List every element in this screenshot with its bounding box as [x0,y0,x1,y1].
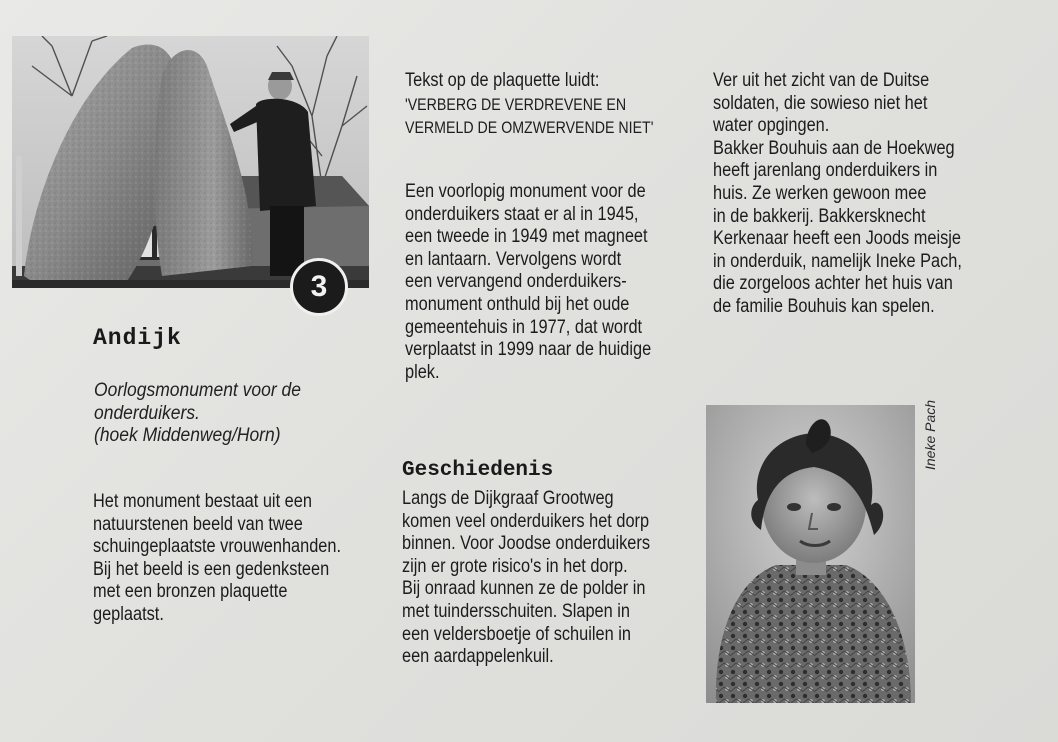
text-line: de familie Bouhuis kan spelen. [713,295,935,317]
text-line: huis. Ze werken gewoon mee [713,182,927,204]
text-line: monument onthuld bij het oude [405,293,630,315]
text-line: Bij het beeld is een gedenksteen [93,558,330,580]
monument-history-paragraph [405,181,651,384]
text-line: een veldersboetje of schuilen in [402,623,631,645]
portrait-photo [706,405,915,703]
text-line: binnen. Voor Joodse onderduikers [402,533,651,555]
text-line: Bij onraad kunnen ze de polder in [402,578,646,600]
monument-description [93,491,341,627]
text-line: Langs de Dijkgraaf Grootweg [402,488,614,509]
text-line: met tuindersschuiten. Slapen in [402,600,630,622]
text-line: water opgingen. [713,115,830,137]
text-line: zijn er grote risico's in het dorp. [402,555,628,577]
bakery-story [713,70,962,319]
text-line: soldaten, die sowieso niet het [713,92,928,114]
monument-photo [12,36,369,288]
text-line: Een voorlopig monument voor de [405,181,646,202]
text-line: een vervangend onderduikers- [405,271,627,293]
text-line: geplaatst. [93,603,164,625]
text-line: in onderduik, namelijk Ineke Pach, [713,250,962,272]
text-line: heeft jarenlang onderduikers in [713,160,938,182]
text-line: Het monument bestaat uit een [93,491,312,512]
text-line: Ver uit het zicht van de Duitse [713,70,930,91]
text-line: verplaatst in 1999 naar de huidige [405,339,652,361]
history-heading: Geschiedenis [402,459,554,482]
number-badge: 3 [290,258,348,316]
photo-caption: Ineke Pach [922,399,938,470]
text-line: onderduikers staat er al in 1945, [405,203,639,225]
text-line: een tweede in 1949 met magneet [405,226,648,248]
subtitle-line: onderduikers. [94,402,200,424]
text-line: in de bakkerij. Bakkersknecht [713,205,926,227]
text-line: een aardappelenkuil. [402,646,554,668]
plaque-quote [405,94,653,139]
monument-subtitle [94,380,301,448]
subtitle-line: Oorlogsmonument voor de [94,380,301,401]
quote-line: 'VERBERG DE VERDREVENE EN [405,96,627,114]
text-line: Bakker Bouhuis aan de Hoekweg [713,137,955,159]
monument-photo-image [12,36,369,288]
portrait-photo-image [706,405,915,703]
text-line: en lantaarn. Vervolgens wordt [405,248,622,270]
text-line: gemeentehuis in 1977, dat wordt [405,316,643,338]
text-line: natuurstenen beeld van twee [93,513,303,535]
subtitle-line: (hoek Middenweg/Horn) [94,425,281,446]
history-text [402,488,650,669]
text-line: met een bronzen plaquette [93,581,288,603]
text-line: plek. [405,361,440,383]
quote-line: VERMELD DE OMZWERVENDE NIET' [405,118,654,137]
place-heading: Andijk [93,325,182,351]
text-line: schuingeplaatste vrouwenhanden. [93,536,342,558]
text-line: die zorgeloos achter het huis van [713,273,953,295]
text-line: Kerkenaar heeft een Joods meisje [713,228,961,250]
plaque-intro: Tekst op de plaquette luidt: [405,70,600,91]
text-line: komen veel onderduikers het dorp [402,510,650,532]
